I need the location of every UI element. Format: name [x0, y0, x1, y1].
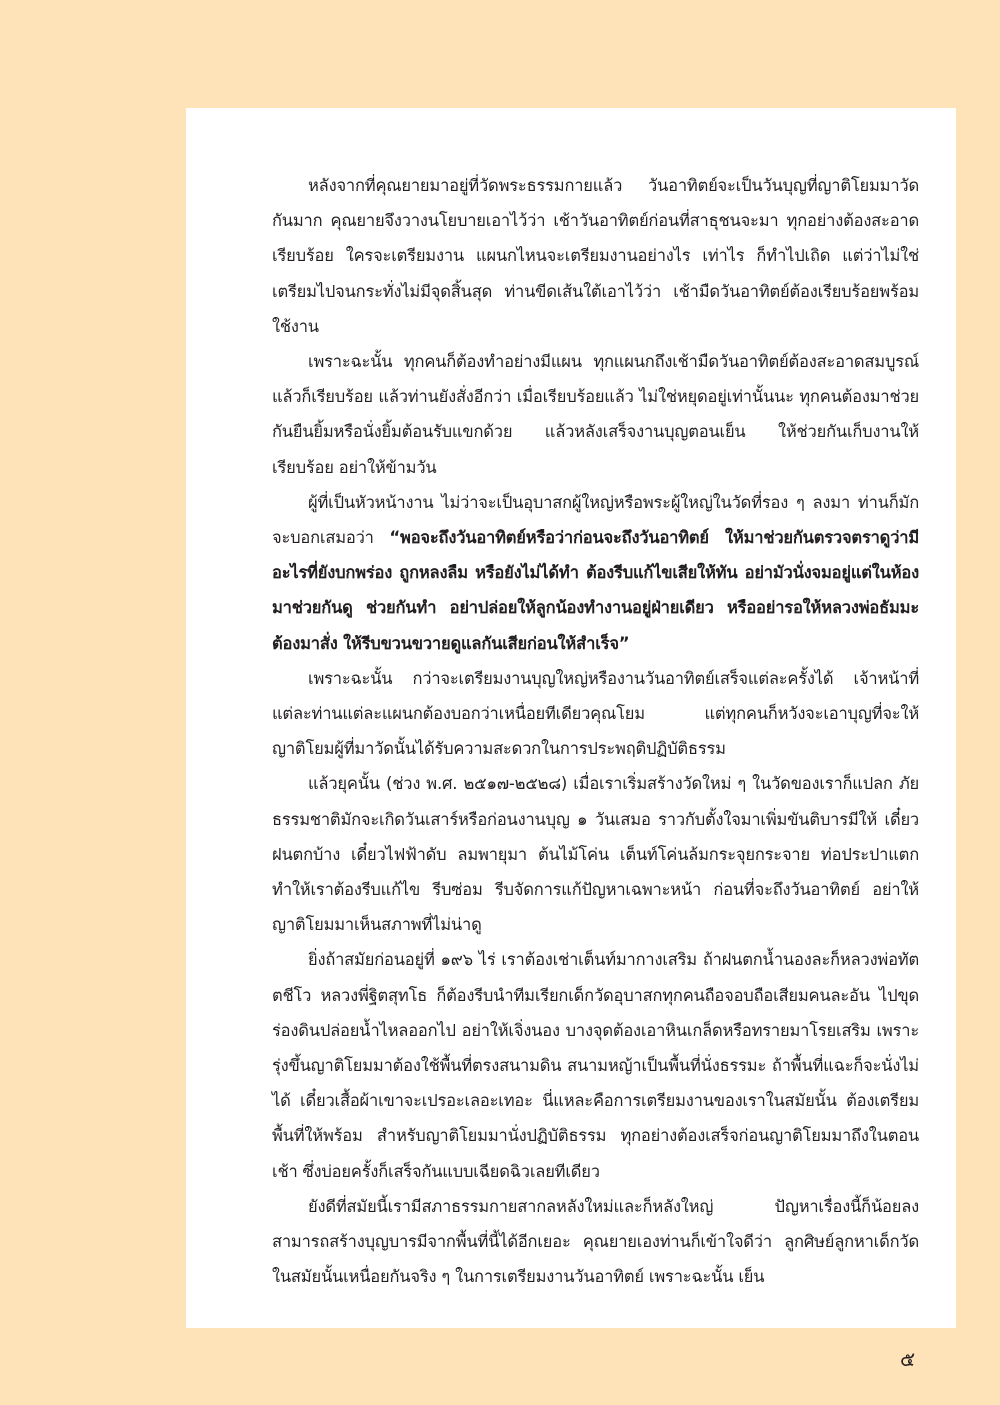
paragraph-6: ยิ่งถ้าสมัยก่อนอยู่ที่ ๑๙๖ ไร่ เราต้องเช่าเต็นท์มากางเสริม ถ้าฝนตกน้ำนองละก็หลวงพ่อทัตตชีโว หลวงพี่ฐิตสุทโธ ก็ต้องรีบนำทีมเรียกเด็กวัดอุบาสกทุกคนถือจอบถือเสียมคนละอัน ไปขุดร่องดินปล่อยน้ำไหลออกไป อย่าให้เจิ่งนอง บางจุดต้องเอาหินเกล็ดหรือทรายมาโรยเสริม เพราะรุ่งขึ้นญาติโยมมาต้องใช้พื้นที่ตรงสนามดิน สนามหญ้าเป็นพื้นที่นั่งธรรมะ ถ้าพื้นที่แฉะก็จะนั่งไม่ได้ เดี๋ยวเสื้อผ้าเขาจะเปรอะเลอะเทอะ นี่แหละคือการเตรียมงานของเราในสมัยนั้น ต้องเตรียมพื้นที่ให้พร้อม สำหรับญาติโยมมานั่งปฏิบัติธรรม ทุกอย่างต้องเสร็จก่อนญาติโยมมาถึงในตอนเช้า ซึ่งบ่อยครั้งก็เสร็จกันแบบเฉียดฉิวเลยทีเดียว [272, 950, 919, 1181]
paragraph-3-lead: ผู้ที่เป็นหัวหน้างาน ไม่ว่าจะเป็นอุบาสกผู้ใหญ่หรือพระผู้ใหญ่ในวัดที่รอง ๆ ลงมา ท่านก็มักจะบอกเสมอว่า [272, 492, 919, 548]
page-sheet [186, 108, 956, 1328]
paragraph-7: ยังดีที่สมัยนี้เรามีสภาธรรมกายสากลหลังใหม่และก็หลังใหญ่ ปัญหาเรื่องนี้ก็น้อยลง สามารถสร้างบุญบารมีจากพื้นที่นี้ได้อีกเยอะ คุณยายเองท่านก็เข้าใจดีว่า ลูกศิษย์ลูกหาเด็กวัดในสมัยนั้นเหนื่อยกันจริง ๆ ในการเตรียมงานวันอาทิตย์ เพราะฉะนั้น เย็น [272, 1196, 919, 1287]
paragraph-2: เพราะฉะนั้น ทุกคนก็ต้องทำอย่างมีแผน ทุกแผนกถึงเช้ามืดวันอาทิตย์ต้องสะอาดสมบูรณ์ แล้วก็เรียบร้อย แล้วท่านยังสั่งอีกว่า เมื่อเรียบร้อยแล้ว ไม่ใช่หยุดอยู่เท่านั้นนะ ทุกคนต้องมาช่วยกันยืนยิ้มหรือนั่งยิ้มต้อนรับแขกด้วย แล้วหลังเสร็จงานบุญตอนเย็น ให้ช่วยกันเก็บงานให้เรียบร้อย อย่าให้ข้ามวัน [272, 352, 919, 477]
paragraph-1: หลังจากที่คุณยายมาอยู่ที่วัดพระธรรมกายแล้ว วันอาทิตย์จะเป็นวันบุญที่ญาติโยมมาวัดกันมาก คุณยายจึงวางนโยบายเอาไว้ว่า เช้าวันอาทิตย์ก่อนที่สาธุชนจะมา ทุกอย่างต้องสะอาดเรียบร้อย ใครจะเตรียมงาน แผนกไหนจะเตรียมงานอย่างไร เท่าไร ก็ทำไปเถิด แต่ว่าไม่ใช่เตรียมไปจนกระทั่งไม่มีจุดสิ้นสุด ท่านขีดเส้นใต้เอาไว้ว่า เช้ามืดวันอาทิตย์ต้องเรียบร้อยพร้อมใช้งาน [272, 176, 919, 336]
paragraph-4: เพราะฉะนั้น กว่าจะเตรียมงานบุญใหญ่หรืองานวันอาทิตย์เสร็จแต่ละครั้งได้ เจ้าหน้าที่แต่ละท่านแต่ละแผนกต้องบอกว่าเหนื่อยทีเดียวคุณโยม แต่ทุกคนก็หวังจะเอาบุญที่จะให้ญาติโยมผู้ที่มาวัดนั้นได้รับความสะดวกในการประพฤติปฏิบัติธรรม [272, 668, 919, 759]
quote-bold: “พอจะถึงวันอาทิตย์หรือว่าก่อนจะถึงวันอาทิตย์ ให้มาช่วยกันตรวจตราดูว่ามีอะไรที่ยังบกพร่อง ถูกหลงลืม หรือยังไม่ได้ทำ ต้องรีบแก้ไขเสียให้ทัน อย่ามัวนั่งจมอยู่แต่ในห้อง มาช่วยกันดู ช่วยกันทำ อย่าปล่อยให้ลูกน้องทำงานอยู่ฝ่ายเดียว หรืออย่ารอให้หลวงพ่อธัมมะต้องมาสั่ง ให้รีบขวนขวายดูแลกันเสียก่อนให้สำเร็จ” [272, 528, 919, 653]
page-number: ๕ [900, 1347, 916, 1371]
paragraph-5: แล้วยุคนั้น (ช่วง พ.ศ. ๒๕๑๗-๒๕๒๘) เมื่อเราเริ่มสร้างวัดใหม่ ๆ ในวัดของเราก็แปลก ภัยธรรมชาติมักจะเกิดวันเสาร์หรือก่อนงานบุญ ๑ วันเสมอ ราวกับตั้งใจมาเพิ่มขันติบารมีให้ เดี๋ยวฝนตกบ้าง เดี๋ยวไฟฟ้าดับ ลมพายุมา ต้นไม้โค่น เต็นท์โค่นล้มกระจุยกระจาย ท่อประปาแตก ทำให้เราต้องรีบแก้ไข รีบซ่อม รีบจัดการแก้ปัญหาเฉพาะหน้า ก่อนที่จะถึงวันอาทิตย์ อย่าให้ญาติโยมมาเห็นสภาพที่ไม่น่าดู [272, 774, 919, 935]
body-text [272, 168, 919, 1295]
paragraph-3 [272, 485, 919, 661]
